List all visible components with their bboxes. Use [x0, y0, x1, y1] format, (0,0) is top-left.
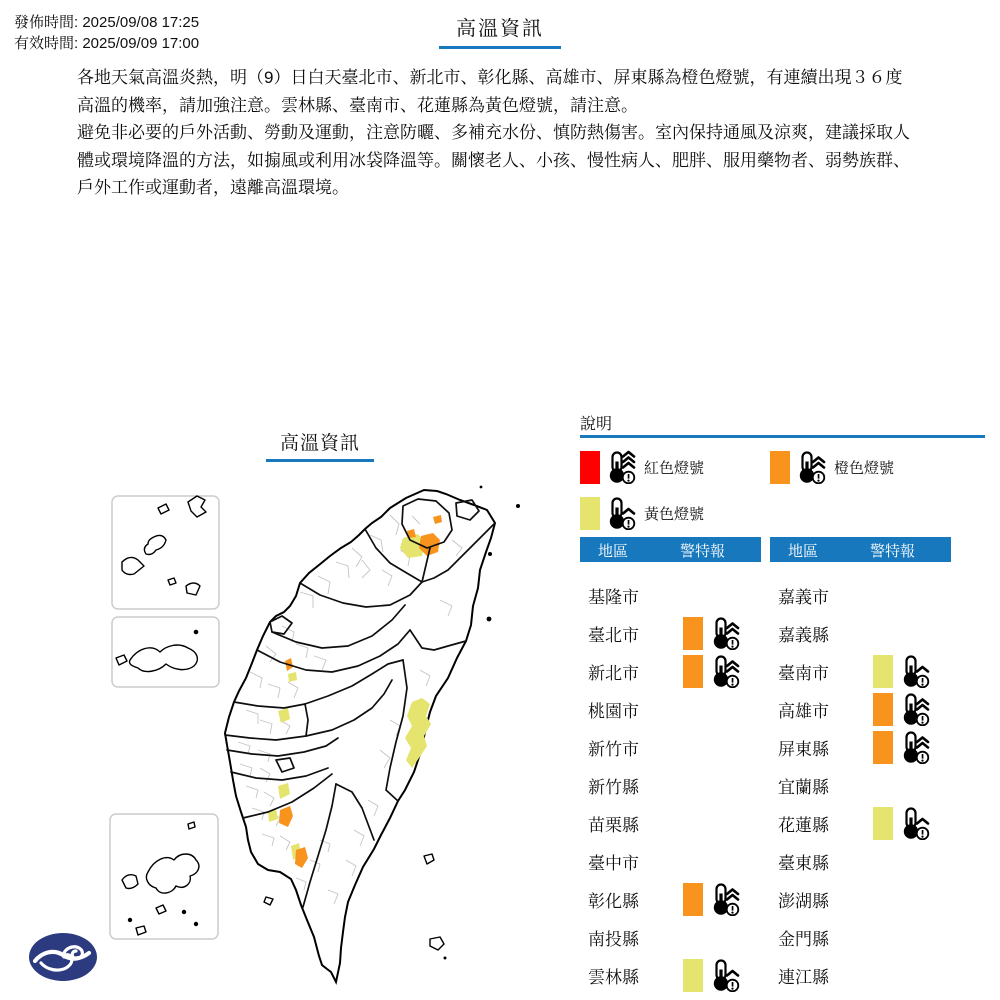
table-header: [770, 537, 951, 562]
page-title: 高溫資訊: [439, 12, 561, 49]
table-row: [580, 842, 761, 880]
color-swatch: [683, 959, 703, 992]
column-header-warning: 警特報: [680, 543, 726, 560]
table-header: [580, 537, 761, 562]
table-row: [580, 766, 761, 804]
table-row: [770, 880, 951, 918]
region-name: 高雄市: [778, 701, 829, 721]
color-swatch: [873, 693, 893, 726]
table-row: [770, 842, 951, 880]
region-name: 花蓮縣: [778, 815, 829, 835]
thermometer-icon: [603, 450, 637, 484]
table-row: [770, 918, 951, 956]
region-name: 臺北市: [588, 625, 639, 645]
region-name: 桃園市: [588, 701, 639, 721]
table-row: [580, 576, 761, 614]
color-swatch: [683, 883, 703, 916]
region-name: 南投縣: [588, 929, 639, 949]
legend-title: 說明: [580, 416, 613, 433]
table-row: [580, 690, 761, 728]
table-row: [770, 614, 951, 652]
taiwan-map: [100, 420, 560, 1000]
bulletin-times: [14, 12, 199, 54]
region-name: 新竹市: [588, 739, 639, 759]
region-name: 嘉義縣: [778, 625, 829, 645]
color-swatch: [683, 617, 703, 650]
region-name: 金門縣: [778, 929, 829, 949]
region-name: 新北市: [588, 663, 639, 683]
table-row: [770, 728, 951, 766]
legend-item: [580, 444, 770, 490]
color-swatch: [580, 451, 600, 484]
table-row: [770, 804, 951, 842]
map-inset-matsu: [112, 496, 219, 609]
region-name: 臺南市: [778, 663, 829, 683]
table-row: [580, 652, 761, 690]
table-rows: [580, 576, 761, 994]
color-swatch: [873, 807, 893, 840]
region-name: 基隆市: [588, 587, 639, 607]
thermometer-icon: [897, 730, 931, 764]
region-name: 臺東縣: [778, 853, 829, 873]
table-row: [770, 576, 951, 614]
legend-item: [770, 444, 960, 490]
cwb-logo: [28, 932, 98, 982]
thermometer-icon: [897, 692, 931, 726]
table-row: [770, 766, 951, 804]
table-row: [580, 804, 761, 842]
region-name: 屏東縣: [778, 739, 829, 759]
table-row: [770, 690, 951, 728]
legend-label: 紅色燈號: [644, 459, 705, 477]
color-swatch: [580, 497, 600, 530]
thermometer-icon: [897, 654, 931, 688]
legend-label: 橙色燈號: [834, 459, 895, 477]
taiwan-island: [225, 486, 520, 982]
table-rows: [770, 576, 951, 994]
column-header-region: 地區: [788, 543, 819, 560]
region-name: 雲林縣: [588, 967, 639, 987]
warning-table-left: [580, 537, 761, 994]
map-inset-penghu: [110, 814, 218, 939]
table-row: [580, 918, 761, 956]
thermometer-icon: [897, 806, 931, 840]
map-inset-kinmen: [112, 617, 219, 687]
map-title: 高溫資訊: [266, 428, 374, 462]
publish-time: 發佈時間: 2025/09/08 17:25: [14, 14, 200, 31]
legend-label: 黃色燈號: [644, 505, 705, 523]
table-row: [580, 880, 761, 918]
region-name: 臺中市: [588, 853, 639, 873]
bulletin-paragraph-1: 各地天氣高溫炎熱，明（9）日白天臺北市、新北市、彰化縣、高雄市、屏東縣為橙色燈號，有連續出現３６度高溫的機率，請加強注意。雲林縣、臺南市、花蓮縣為黃色燈號，請注意。: [77, 68, 903, 115]
legend-rule: [580, 435, 985, 438]
thermometer-icon: [793, 450, 827, 484]
thermometer-icon: [707, 654, 741, 688]
thermometer-icon: [707, 616, 741, 650]
color-swatch: [770, 451, 790, 484]
table-row: [580, 956, 761, 994]
region-name: 嘉義市: [778, 587, 829, 607]
region-name: 苗栗縣: [588, 815, 639, 835]
region-name: 新竹縣: [588, 777, 639, 797]
bulletin-paragraph-2: 避免非必要的戶外活動、勞動及運動，注意防曬、多補充水份、慎防熱傷害。室內保持通風及涼爽，建議採取人體或環境降溫的方法，如搧風或利用冰袋降溫等。關懷老人、小孩、慢性病人、肥胖、服用藥物者、弱勢族群、戶外工作或運動者，遠離高溫環境。: [77, 123, 910, 197]
thermometer-icon: [707, 882, 741, 916]
table-row: [770, 652, 951, 690]
color-swatch: [873, 731, 893, 764]
thermometer-icon: [707, 958, 741, 992]
legend-item: [580, 490, 770, 536]
table-row: [580, 614, 761, 652]
column-header-region: 地區: [598, 543, 629, 560]
thermometer-icon: [603, 496, 637, 530]
legend: [580, 444, 985, 536]
color-swatch: [683, 655, 703, 688]
region-name: 澎湖縣: [778, 891, 829, 911]
table-row: [580, 728, 761, 766]
bulletin-text: [77, 64, 915, 202]
region-name: 彰化縣: [588, 891, 639, 911]
warning-table-right: [770, 537, 951, 994]
table-row: [770, 956, 951, 994]
region-name: 連江縣: [778, 967, 829, 987]
region-name: 宜蘭縣: [778, 777, 829, 797]
color-swatch: [873, 655, 893, 688]
valid-time: 有效時間: 2025/09/09 17:00: [14, 35, 200, 52]
column-header-warning: 警特報: [870, 543, 916, 560]
